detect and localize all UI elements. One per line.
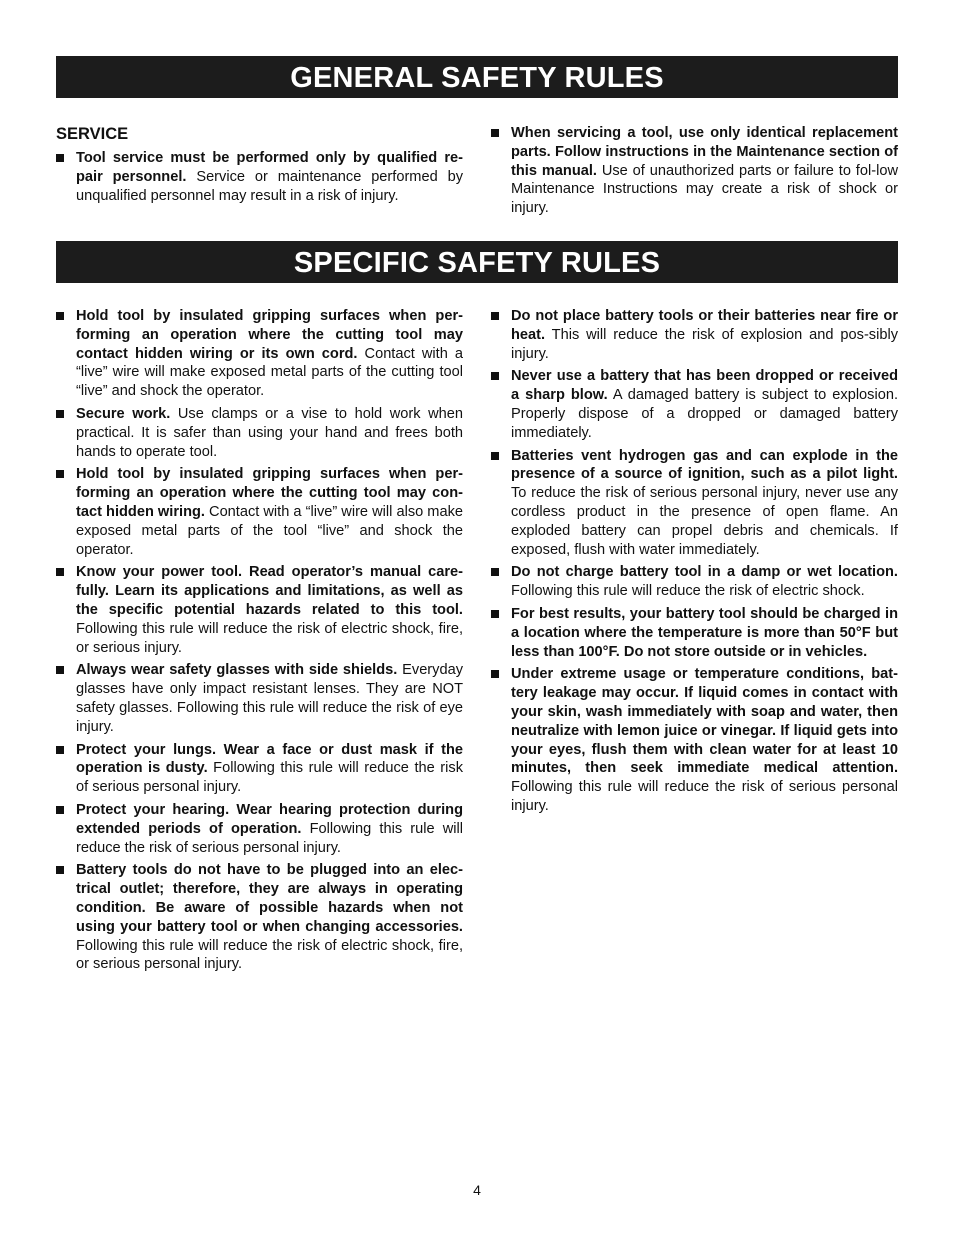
safety-rule-item: [56, 149, 463, 205]
general-left-list: [56, 149, 463, 205]
safety-rule-item: [491, 563, 898, 601]
general-right-list: [491, 124, 898, 218]
rule-bold-text: When servicing a tool, use only identical replacement parts. Follow instructions in the Maintenance section of this manual.: [511, 125, 898, 179]
safety-rule-item: [56, 405, 463, 461]
rule-body-text: Following this rule will reduce the risk of serious personal injury.: [76, 820, 463, 856]
rule-body-text: Following this rule will reduce the risk of electric shock, fire, or serious personal injury.: [76, 937, 463, 973]
specific-safety-rules-title: SPECIFIC SAFETY RULES: [293, 247, 661, 279]
square-bullet-icon: [56, 866, 64, 874]
safety-rule-item: [56, 801, 463, 857]
square-bullet-icon: [56, 312, 64, 320]
rule-bold-text: Protect your lungs. Wear a face or dust mask if the operation is dusty.: [76, 741, 463, 777]
rule-bold-text: Under extreme usage or temperature conditions, bat-tery leakage may occur. If liquid comes in contact with your skin, wash immediately with soap and water, then neutralize with lemon juice or vinegar. If liquid gets into your eyes, flush them with clean water for at least 10 minutes, then seek immediate medical attention.: [511, 666, 898, 777]
rule-bold-text: Do not charge battery tool in a damp or wet location.: [511, 564, 898, 581]
safety-rule-item: [56, 661, 463, 736]
rule-body-text: Use of unauthorized parts or failure to fol-low Maintenance Instructions may create a risk of shock or injury.: [511, 162, 898, 217]
rule-body-text: Use clamps or a vise to hold work when practical. It is safer than using your hand and frees both hands to operate tool.: [76, 405, 463, 460]
rule-body-text: Contact with a “live” wire will also make exposed metal parts of the tool “live” and shock the operator.: [76, 503, 463, 558]
rule-bold-text: Tool service must be performed only by qualified re-pair personnel.: [76, 150, 463, 185]
rule-body-text: Following this rule will reduce the risk of serious personal injury.: [76, 760, 463, 796]
rule-bold-text: Battery tools do not have to be plugged into an elec-trical outlet; therefore, they are always in operating condition. Be aware of possible hazards when not using your battery tool or when changing accessories.: [76, 862, 463, 935]
page-number: 4: [473, 1182, 481, 1198]
square-bullet-icon: [491, 610, 499, 618]
square-bullet-icon: [491, 129, 499, 137]
square-bullet-icon: [491, 312, 499, 320]
rule-bold-text: Never use a battery that has been dropped or received a sharp blow.: [511, 368, 898, 404]
rule-body-text: Following this rule will reduce the risk of electric shock, fire, or serious injury.: [76, 620, 463, 656]
general-left-column: [56, 124, 463, 209]
rule-body-text: Contact with a “live” wire will make exposed metal parts of the cutting tool “live” and shock the operator.: [76, 345, 463, 400]
safety-rule-item: [491, 124, 898, 218]
general-safety-rules-title: GENERAL SAFETY RULES: [290, 62, 664, 94]
rule-bold-text: Hold tool by insulated gripping surfaces when per-forming an operation where the cutting tool may con-tact hidden wiring.: [76, 466, 463, 520]
rule-bold-text: Always wear safety glasses with side shields.: [76, 662, 398, 679]
service-subhead: SERVICE: [56, 125, 129, 143]
square-bullet-icon: [56, 806, 64, 814]
safety-rule-item: [491, 367, 898, 442]
rule-bold-text: Hold tool by insulated gripping surfaces when per-forming an operation where the cutting tool may contact hidden wiring or its own cord.: [76, 308, 463, 362]
safety-rule-item: [491, 665, 898, 815]
square-bullet-icon: [491, 568, 499, 576]
specific-right-column: [491, 307, 898, 820]
square-bullet-icon: [56, 666, 64, 674]
safety-rule-item: [491, 605, 898, 661]
rule-bold-text: Secure work.: [76, 405, 171, 422]
square-bullet-icon: [56, 154, 64, 162]
general-right-column: [491, 124, 898, 222]
specific-safety-rules-banner: [56, 241, 898, 283]
specific-right-list: [491, 307, 898, 816]
square-bullet-icon: [56, 410, 64, 418]
general-safety-rules-banner: [56, 56, 898, 98]
safety-rule-item: [491, 447, 898, 560]
rule-body-text: A damaged battery is subject to explosion. Properly dispose of a dropped or damaged battery immediately.: [511, 387, 899, 441]
specific-left-list: [56, 307, 463, 974]
square-bullet-icon: [491, 452, 499, 460]
rule-bold-text: Know your power tool. Read operator’s manual care-fully. Learn its applications and limitations, as well as the specific potential hazards related to this tool.: [76, 564, 463, 618]
safety-rule-item: [56, 741, 463, 797]
rule-body-text: Following this rule will reduce the risk of serious personal injury.: [511, 779, 898, 814]
rule-body-text: Following this rule will reduce the risk of electric shock.: [511, 583, 865, 600]
rule-bold-text: Batteries vent hydrogen gas and can explode in the presence of a source of ignition, such as a pilot light.: [511, 447, 898, 483]
rule-bold-text: Protect your hearing. Wear hearing protection during extended periods of operation.: [76, 801, 463, 837]
safety-rule-item: [56, 307, 463, 401]
safety-rule-item: [56, 465, 463, 559]
square-bullet-icon: [56, 470, 64, 478]
safety-rule-item: [491, 307, 898, 363]
rule-body-text: Everyday glasses have only impact resistant lenses. They are NOT safety glasses. Following this rule will reduce the risk of eye injury.: [76, 662, 463, 735]
rule-body-text: To reduce the risk of serious personal injury, never use any cordless product in the presence of open flame. An exploded battery can propel debris and chemicals. If exposed, flush with water immediately.: [511, 485, 898, 558]
square-bullet-icon: [491, 372, 499, 380]
square-bullet-icon: [491, 670, 499, 678]
specific-left-column: [56, 307, 463, 978]
rule-bold-text: For best results, your battery tool should be charged in a location where the temperature is more than 50°F but less than 100°F. Do not store outside or in vehicles.: [511, 605, 898, 660]
rule-bold-text: Do not place battery tools or their batteries near fire or heat.: [511, 308, 898, 343]
safety-rule-item: [56, 861, 463, 974]
square-bullet-icon: [56, 746, 64, 754]
square-bullet-icon: [56, 568, 64, 576]
safety-rule-item: [56, 563, 463, 657]
rule-body-text: This will reduce the risk of explosion and pos-sibly injury.: [511, 326, 898, 362]
rule-body-text: Service or maintenance performed by unqualified personnel may result in a risk of injury.: [76, 168, 463, 204]
